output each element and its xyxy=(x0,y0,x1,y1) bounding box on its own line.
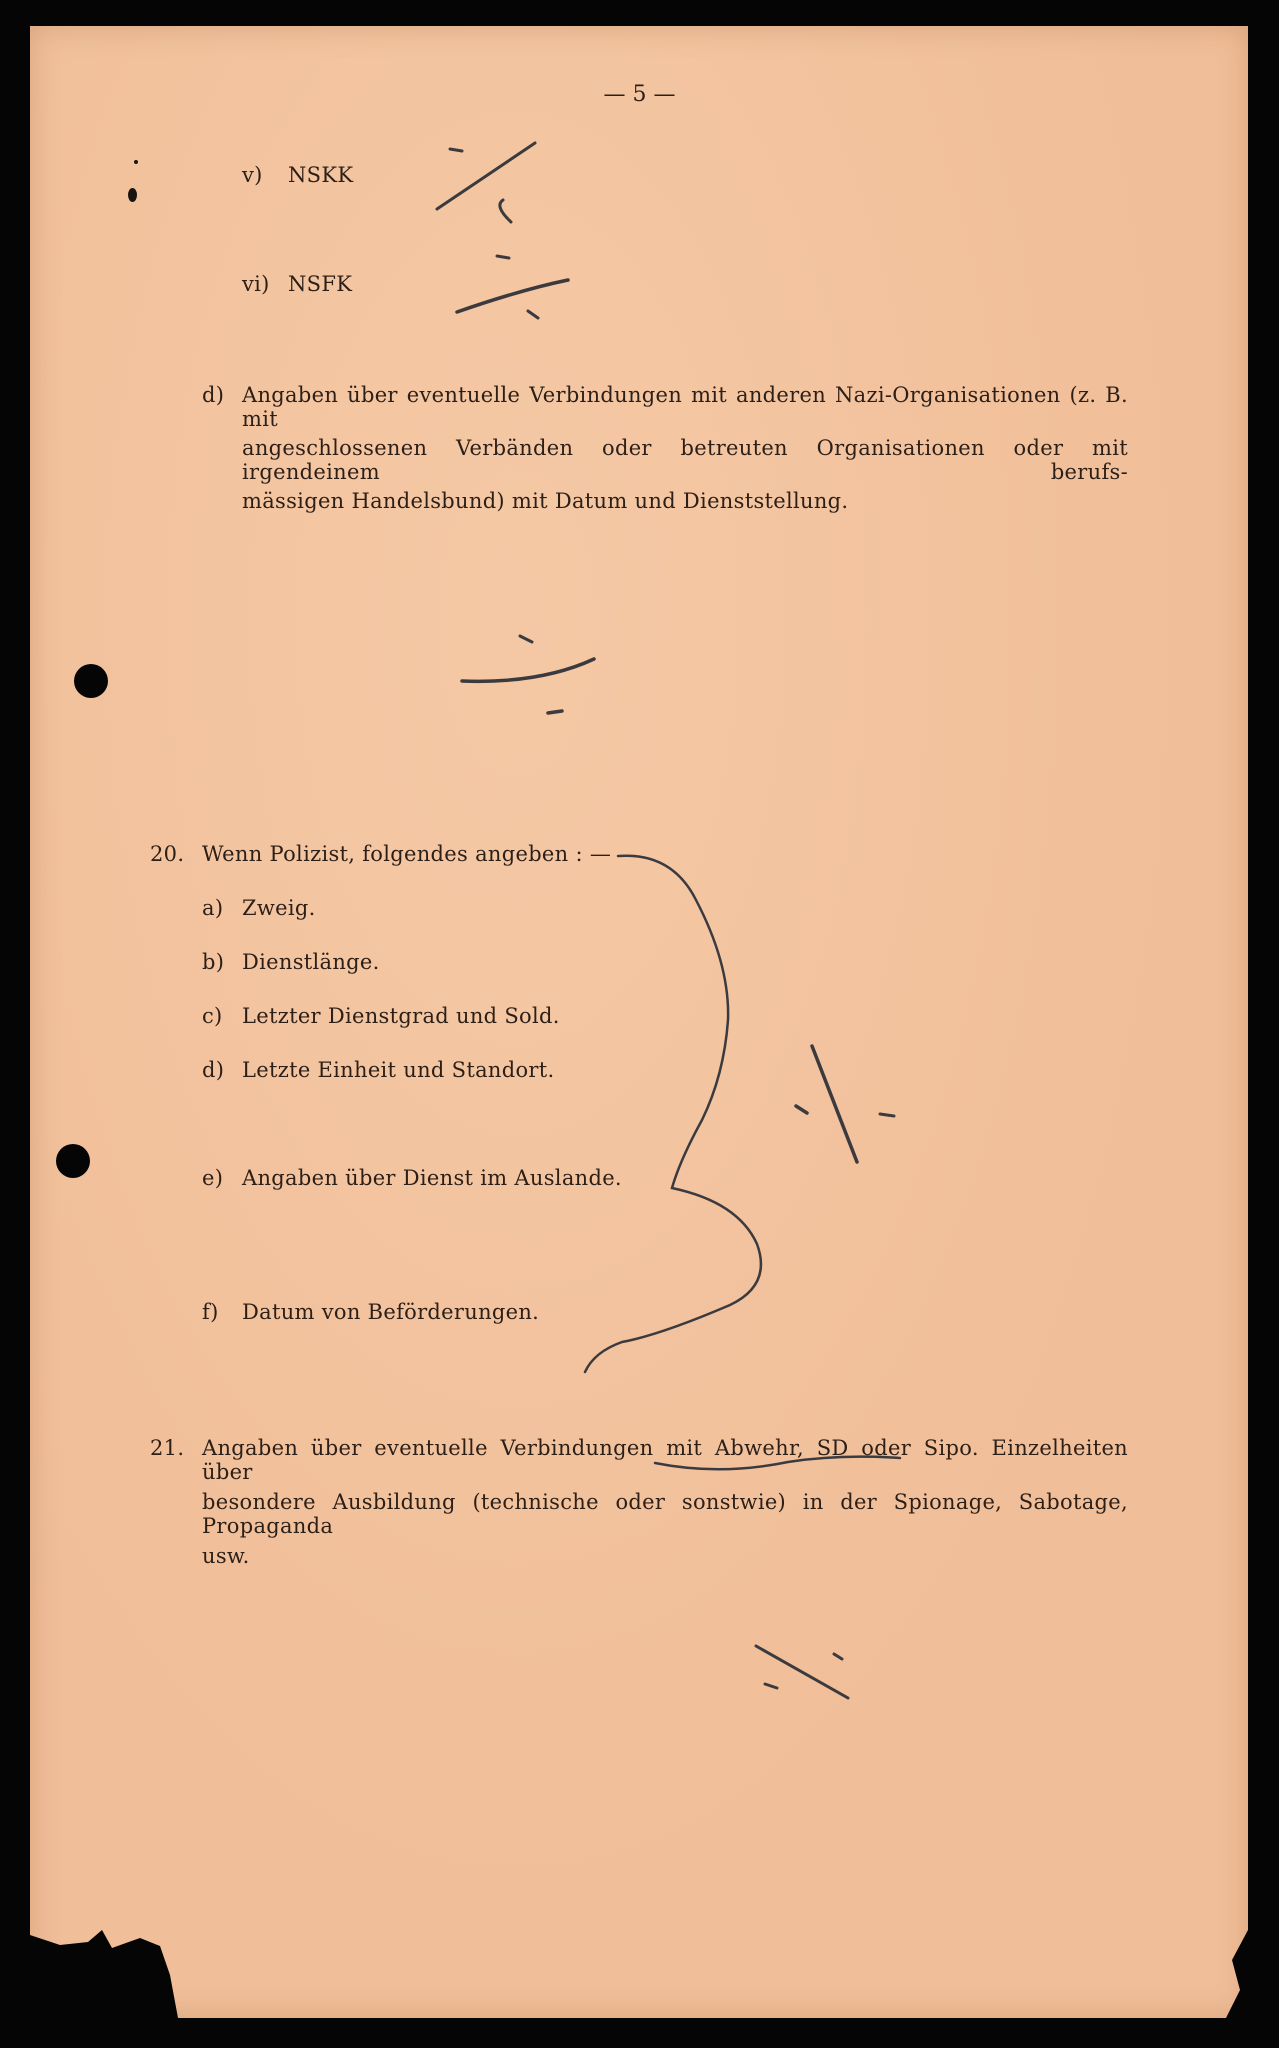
item-label-vi: vi) xyxy=(242,272,270,296)
item-text-nsfk: NSFK xyxy=(288,272,353,296)
sub-label-a: a) xyxy=(202,896,224,920)
underline-mark-icon xyxy=(655,1457,900,1470)
strike-mark-icon xyxy=(462,659,594,681)
item-d-line: mässigen Handelsbund) mit Datum und Dienststellung. xyxy=(242,489,849,513)
dash-mark-icon xyxy=(765,1684,777,1688)
question-21-line: besondere Ausbildung (technische oder sonstwie) in der Spionage, Sabotage, Propaganda xyxy=(202,1490,1128,1538)
dash-mark-icon xyxy=(528,311,538,318)
dash-mark-icon xyxy=(450,149,462,151)
dash-mark-icon xyxy=(834,1654,842,1659)
dash-mark-icon xyxy=(497,256,509,258)
strike-mark-icon xyxy=(812,1046,857,1162)
question-21-line: usw. xyxy=(202,1544,250,1568)
dash-mark-icon xyxy=(796,1106,807,1113)
sub-text-a: Zweig. xyxy=(242,896,316,920)
page-number: — 5 — xyxy=(603,82,676,107)
ink-speck xyxy=(128,188,137,202)
dash-mark-icon xyxy=(500,200,511,222)
item-d-line: angeschlossenen Verbänden oder betreuten Organisationen oder mit irgendeinem berufs- xyxy=(242,436,1128,484)
question-20-text: Wenn Polizist, folgendes angeben : — xyxy=(202,842,612,866)
sub-text-f: Datum von Beförderungen. xyxy=(242,1300,540,1324)
question-number-21: 21. xyxy=(150,1436,185,1460)
ink-speck xyxy=(134,160,138,164)
sub-label-e: e) xyxy=(202,1166,224,1190)
sub-label-f: f) xyxy=(202,1300,219,1324)
sub-label-c: c) xyxy=(202,1004,223,1028)
question-21-line: Angaben über eventuelle Verbindungen mit Abwehr, SD oder Sipo. Einzelheiten über xyxy=(202,1436,1128,1484)
item-label-v: v) xyxy=(242,163,263,187)
torn-edge-icon xyxy=(30,1930,178,2018)
bracket-mark-icon xyxy=(585,856,761,1372)
question-number-20: 20. xyxy=(150,842,185,866)
sub-text-e: Angaben über Dienst im Auslande. xyxy=(242,1166,622,1190)
torn-edge-icon xyxy=(1226,1930,1248,2018)
item-text-nskk: NSKK xyxy=(288,163,354,187)
sub-label-d: d) xyxy=(202,1058,225,1082)
dash-mark-icon xyxy=(520,636,532,642)
sub-text-c: Letzter Dienstgrad und Sold. xyxy=(242,1004,560,1028)
item-label-d: d) xyxy=(202,383,225,407)
sub-label-b: b) xyxy=(202,950,225,974)
sub-text-b: Dienstlänge. xyxy=(242,950,380,974)
item-d-line: Angaben über eventuelle Verbindungen mit anderen Nazi-Organisationen (z. B. mit xyxy=(242,383,1128,431)
dash-mark-icon xyxy=(880,1114,894,1116)
sub-text-d: Letzte Einheit und Standort. xyxy=(242,1058,555,1082)
strike-mark-icon xyxy=(437,143,535,209)
dash-mark-icon xyxy=(548,711,562,713)
strike-mark-icon xyxy=(457,280,568,312)
